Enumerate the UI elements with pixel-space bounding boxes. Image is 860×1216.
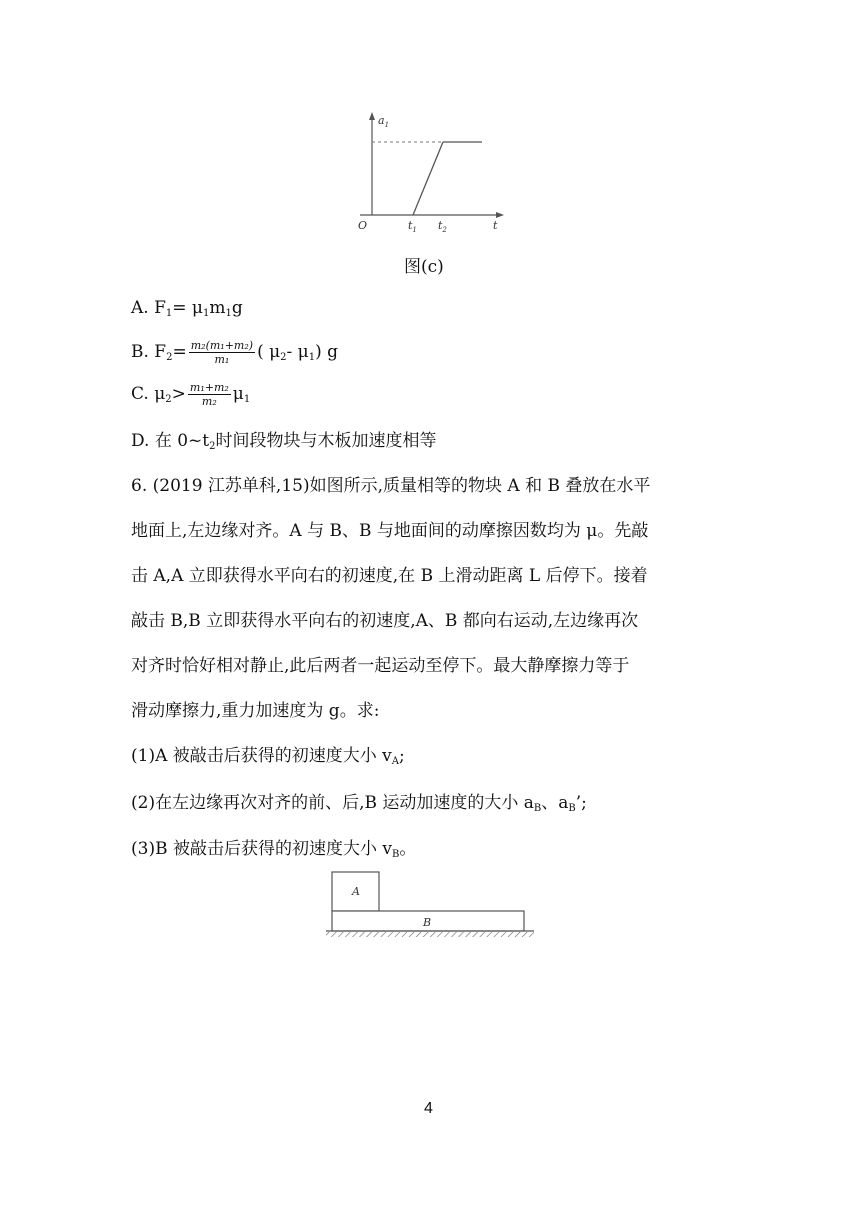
fraction-b: $\frac{\text{m₂(m₁+m₂)}}{\text{m₁}}$ [190, 339, 254, 366]
block-b-label: B [423, 916, 432, 929]
figure-caption: 图(c) [404, 257, 444, 277]
question-2: (2)在左边缘再次对齐的前、后,B 运动加速度的大小 $a_B$、$a_B$’; [131, 793, 587, 814]
problem-6-line-3: 击 A,A 立即获得水平向右的初速度,在 B 上滑动距离 L 后停下。接着 [131, 566, 648, 586]
page-number: 4 [424, 1100, 433, 1117]
fraction-c: $\frac{\text{m₁+m₂}}{\text{m₂}}$ [189, 381, 229, 408]
problem-6-line-4: 敲击 B,B 立即获得水平向右的初速度,A、B 都向右运动,左边缘再次 [131, 611, 639, 631]
x-axis-arrow [496, 212, 504, 218]
rising-segment [413, 142, 443, 215]
t2-label: $t_2$ [438, 219, 447, 234]
option-b: B. $F_2=$ $\frac{\text{m₂(m₁+m₂)}}{\text{m₁}}$ ( $\mu_2-$ $\mu_1$) g [131, 339, 339, 366]
ground-hatching [326, 932, 534, 937]
acceleration-time-graph [350, 110, 510, 235]
option-a: A. $F_1= \mu_1m_1g$ [131, 298, 243, 319]
problem-6-line-5: 对齐时恰好相对静止,此后两者一起运动至停下。最大静摩擦力等于 [131, 656, 630, 676]
question-1: (1)A 被敲击后获得的初速度大小 $v_A$; [131, 746, 405, 767]
origin-label: O [358, 219, 368, 232]
y-axis-arrow [369, 112, 375, 120]
question-3: (3)B 被敲击后获得的初速度大小 $v_B$。 [131, 839, 417, 860]
x-axis-label: t [493, 219, 498, 232]
y-axis-label: $a_1$ [378, 114, 390, 129]
problem-6-line-2: 地面上,左边缘对齐。A 与 B、B 与地面间的动摩擦因数均为 μ。先敲 [131, 521, 649, 541]
option-d: D. 在 $0\sim t_2$时间段物块与木板加速度相等 [131, 431, 437, 452]
blocks-figure [322, 868, 537, 940]
block-a-label: A [352, 885, 360, 898]
problem-6-line-1: 6. (2019 江苏单科,15)如图所示,质量相等的物块 A 和 B 叠放在水平 [131, 476, 651, 496]
problem-6-line-6: 滑动摩擦力,重力加速度为 g。求: [131, 701, 380, 721]
option-c: C. $\mu_2>$ $\frac{\text{m₁+m₂}}{\text{m₂}}$ $\mu_1$ [131, 381, 251, 408]
t1-label: $t_1$ [408, 219, 417, 234]
